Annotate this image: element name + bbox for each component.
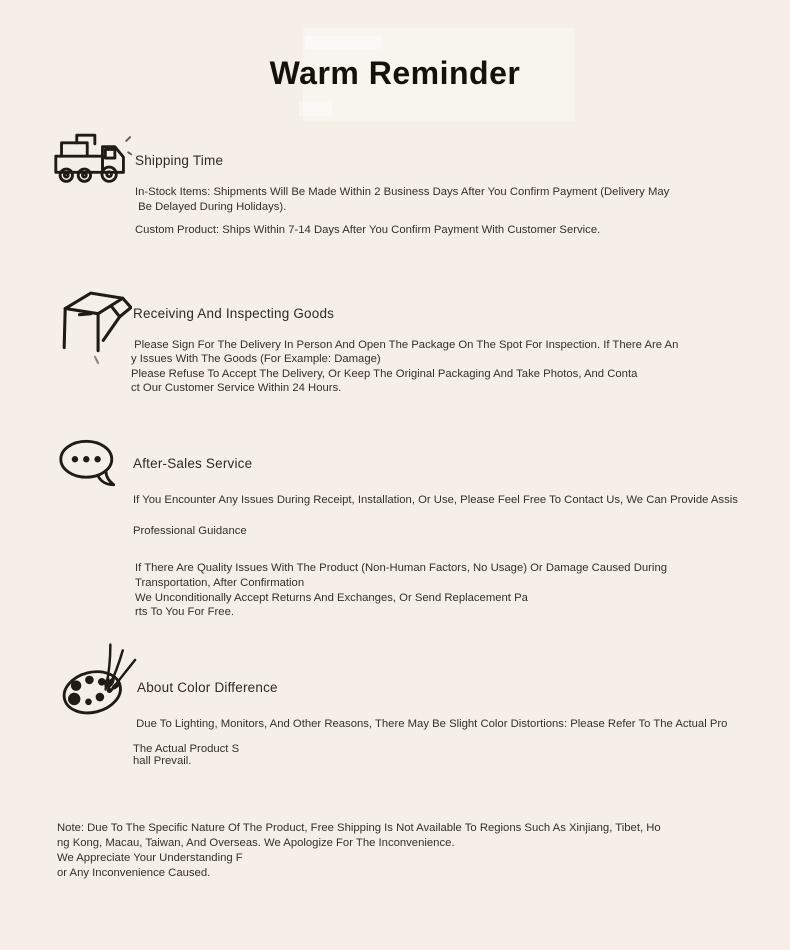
chat-bubble-icon xyxy=(57,435,125,491)
text-line: Custom Product: Ships Within 7-14 Days After You Confirm Payment With Customer Service. xyxy=(135,224,601,236)
text-line: Transportation, After Confirmation xyxy=(135,576,305,589)
text-line: or Any Inconvenience Caused. xyxy=(57,867,211,879)
aftersales-paragraph-returns xyxy=(135,561,667,620)
color-paragraph-prevail xyxy=(133,743,239,768)
receiving-paragraph xyxy=(131,338,678,396)
text-line: Please Refuse To Accept The Delivery, Or Keep The Original Packaging And Take Photos, And Conta xyxy=(131,367,638,380)
aftersales-paragraph-contact xyxy=(133,493,738,508)
color-paragraph-lighting xyxy=(133,717,727,732)
text-line: ng Kong, Macau, Taiwan, And Overseas. We Apologize For The Inconvenience. xyxy=(57,837,455,849)
aftersales-paragraph-guidance xyxy=(133,524,247,539)
text-line: Please Sign For The Delivery In Person And Open The Package On The Spot For Inspection. If There Are An xyxy=(131,339,679,351)
paint-palette-icon xyxy=(56,638,140,718)
shipping-paragraph-custom xyxy=(135,223,600,238)
section-title-color-difference: About Color Difference xyxy=(137,680,278,695)
package-box-icon xyxy=(58,284,132,368)
text-line: If There Are Quality Issues With The Product (Non-Human Factors, No Usage) Or Damage Caused During xyxy=(135,562,668,574)
delivery-truck-icon xyxy=(52,131,132,187)
watermark-remnant xyxy=(299,101,332,116)
section-title-after-sales: After-Sales Service xyxy=(133,456,253,471)
text-line: In-Stock Items: Shipments Will Be Made Within 2 Business Days After You Confirm Payment (Delivery May xyxy=(135,186,670,198)
text-line: Professional Guidance xyxy=(133,525,247,537)
text-line: y Issues With The Goods (For Example: Damage) xyxy=(131,353,381,366)
section-title-shipping-time: Shipping Time xyxy=(135,153,224,168)
text-line: We Unconditionally Accept Returns And Exchanges, Or Send Replacement Pa xyxy=(135,591,528,604)
text-line: The Actual Product S xyxy=(133,743,240,755)
shipping-paragraph-instock xyxy=(135,185,669,214)
text-line: If You Encounter Any Issues During Receipt, Installation, Or Use, Please Feel Free To Contact Us, We Can Provide Assis xyxy=(133,494,738,506)
shipping-restriction-note xyxy=(57,821,661,881)
text-line: Be Delayed During Holidays). xyxy=(135,200,287,213)
text-line: Note: Due To The Specific Nature Of The Product, Free Shipping Is Not Available To Regions Such As Xinjiang, Tibet, Ho xyxy=(57,822,661,834)
text-line: We Appreciate Your Understanding F xyxy=(57,852,243,864)
text-line: Due To Lighting, Monitors, And Other Reasons, There May Be Slight Color Distortions: Please Refer To The Actual Pro xyxy=(133,718,728,730)
section-title-receiving-goods: Receiving And Inspecting Goods xyxy=(133,306,335,321)
text-line: rts To You For Free. xyxy=(135,606,235,619)
text-line: ct Our Customer Service Within 24 Hours. xyxy=(131,382,342,395)
watermark-remnant xyxy=(305,36,381,49)
page-title: Warm Reminder xyxy=(269,55,521,91)
text-line: hall Prevail. xyxy=(133,755,192,768)
